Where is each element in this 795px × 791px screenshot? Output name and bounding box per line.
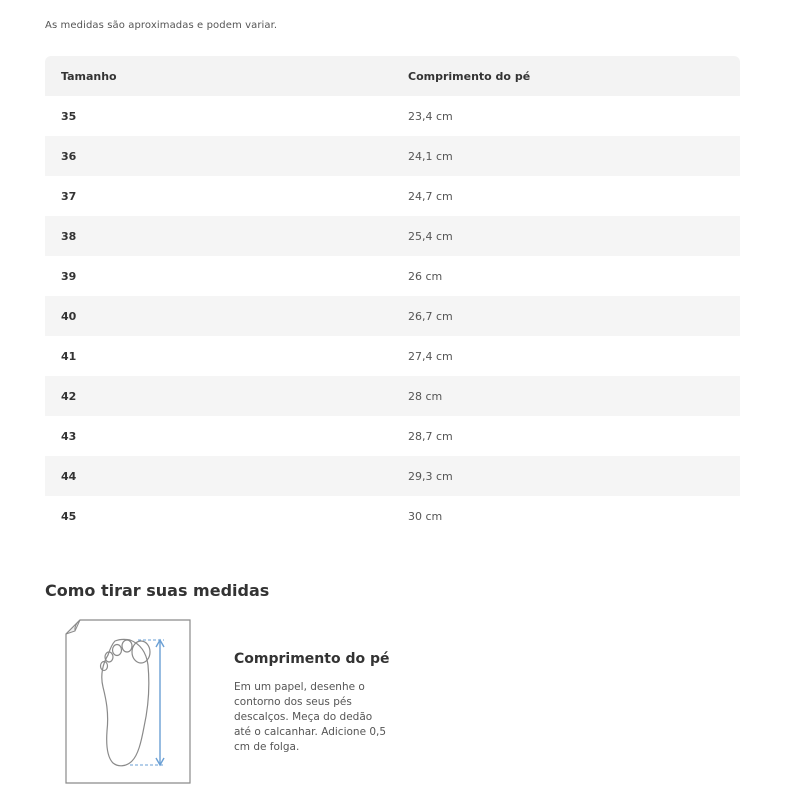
length-cell: 23,4 cm	[408, 109, 453, 123]
length-cell: 24,7 cm	[408, 189, 453, 203]
length-cell: 30 cm	[408, 509, 443, 523]
length-cell: 27,4 cm	[408, 349, 453, 363]
table-row	[45, 496, 740, 536]
length-cell: 25,4 cm	[408, 229, 453, 243]
table-row	[45, 336, 740, 376]
size-cell: 36	[61, 149, 77, 163]
table-row	[45, 296, 740, 336]
size-table	[45, 56, 740, 536]
table-header	[45, 56, 740, 96]
length-column-header: Comprimento do pé	[408, 69, 531, 83]
table-row	[45, 136, 740, 176]
table-row	[45, 416, 740, 456]
size-column-header: Tamanho	[61, 69, 117, 83]
size-cell: 43	[61, 429, 77, 443]
size-cell: 37	[61, 189, 77, 203]
table-row	[45, 376, 740, 416]
size-cell: 35	[61, 109, 77, 123]
size-cell: 44	[61, 469, 77, 483]
table-row	[45, 96, 740, 136]
size-cell: 38	[61, 229, 77, 243]
table-row	[45, 456, 740, 496]
foot-outline-on-paper-icon	[62, 617, 194, 787]
foot-length-instructions: Em um papel, desenhe o contorno dos seus pés descalços. Meça do dedão até o calcanhar. Adicione 0,5 cm de folga.	[234, 681, 387, 753]
size-cell: 41	[61, 349, 77, 363]
table-row	[45, 176, 740, 216]
length-cell: 26 cm	[408, 269, 443, 283]
table-row	[45, 216, 740, 256]
length-cell: 28 cm	[408, 389, 443, 403]
size-cell: 40	[61, 309, 77, 323]
size-cell: 42	[61, 389, 77, 403]
foot-length-title: Comprimento do pé	[234, 651, 390, 667]
approximate-measures-note: As medidas são aproximadas e podem variar.	[45, 20, 278, 31]
length-cell: 26,7 cm	[408, 309, 453, 323]
length-cell: 29,3 cm	[408, 469, 453, 483]
length-cell: 24,1 cm	[408, 149, 453, 163]
how-to-measure-title: Como tirar suas medidas	[45, 581, 270, 600]
length-cell: 28,7 cm	[408, 429, 453, 443]
size-cell: 45	[61, 509, 77, 523]
size-cell: 39	[61, 269, 77, 283]
table-row	[45, 256, 740, 296]
